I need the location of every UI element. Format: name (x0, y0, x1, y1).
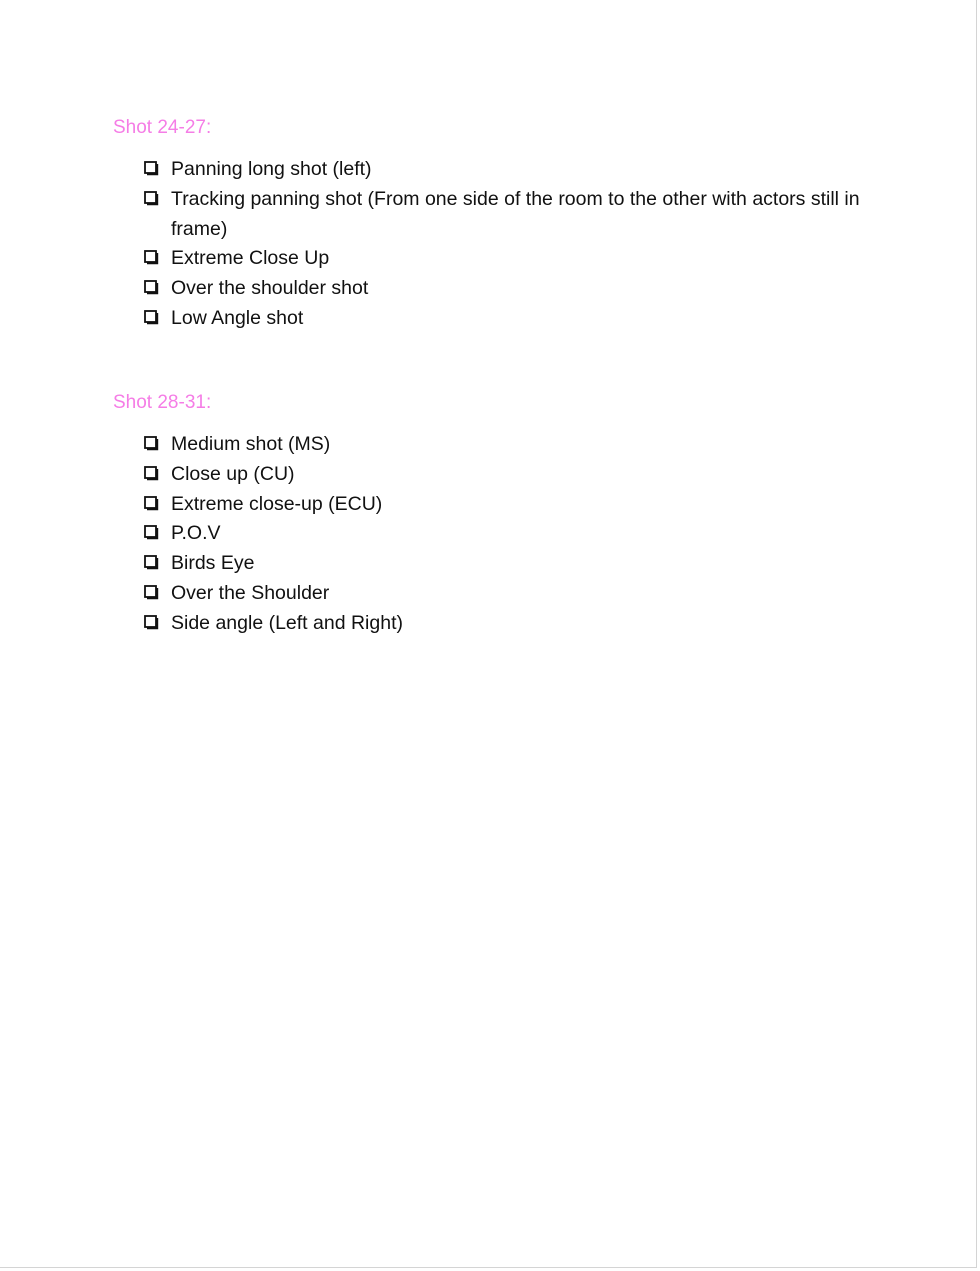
checkbox-icon (144, 496, 159, 511)
checklist-item-label: Birds Eye (171, 552, 255, 575)
section-heading: Shot 24-27: (113, 117, 212, 138)
checklist-item (113, 609, 873, 639)
checkbox-icon (144, 525, 159, 540)
checkbox-icon (144, 615, 159, 630)
checklist-item (113, 490, 873, 520)
shot-section-28-31 (113, 391, 873, 639)
checklist-item-label: Panning long shot (left) (171, 158, 372, 180)
checkbox-icon (144, 161, 159, 176)
checkbox-icon (144, 250, 159, 265)
checklist-item-label: Extreme close-up (ECU) (171, 492, 383, 515)
checklist-item-label: Over the shoulder shot (171, 277, 369, 300)
checkbox-icon (144, 436, 159, 451)
checklist-item (113, 549, 873, 579)
checklist-item-label: Extreme Close Up (171, 247, 330, 270)
checkbox-icon (144, 555, 159, 570)
checklist-item (113, 579, 873, 609)
checklist-item-label: Tracking panning shot (From one side of the room to the other with actors still in frame) (171, 187, 860, 240)
checklist-item (113, 430, 873, 460)
shot-checklist (113, 155, 873, 334)
checklist-item (113, 274, 873, 304)
checkbox-icon (144, 585, 159, 600)
checkbox-icon (144, 466, 159, 481)
checklist-item-label: Close up (CU) (171, 462, 295, 485)
checklist-item (113, 185, 873, 245)
checklist-item-label: Low Angle shot (171, 306, 304, 329)
checklist-item-label: Side angle (Left and Right) (171, 611, 403, 634)
shot-checklist (113, 430, 873, 639)
checkbox-icon (144, 191, 159, 206)
shot-section-24-27 (113, 116, 873, 334)
checklist-item (113, 244, 873, 274)
checklist-item-label: Medium shot (MS) (171, 433, 331, 455)
checklist-item (113, 304, 873, 334)
checklist-item-label: Over the Shoulder (171, 581, 330, 604)
checkbox-icon (144, 310, 159, 325)
checkbox-icon (144, 280, 159, 295)
checklist-item-label: P.O.V (171, 522, 221, 545)
checklist-item (113, 519, 873, 549)
checklist-item (113, 460, 873, 490)
section-heading: Shot 28-31: (113, 392, 212, 413)
checklist-item (113, 155, 873, 185)
